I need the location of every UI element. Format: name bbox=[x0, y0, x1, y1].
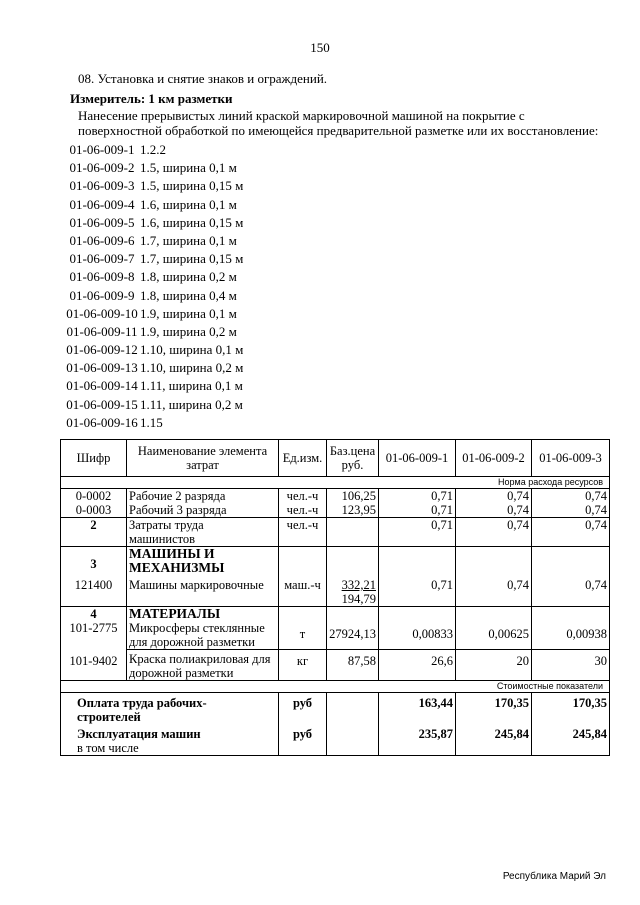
row-name-line: Краска полиакриловая для bbox=[129, 652, 271, 666]
item-text: 1.5, ширина 0,1 м bbox=[140, 160, 237, 176]
total-name bbox=[61, 693, 279, 725]
row-code: 121400 bbox=[61, 575, 127, 607]
row-value: 0,74 bbox=[532, 575, 610, 607]
code-list-item bbox=[64, 177, 243, 195]
item-code: 01-06-009-9 bbox=[69, 287, 135, 303]
row-value: 0,71 bbox=[379, 518, 456, 547]
code-list-item bbox=[64, 214, 243, 232]
row-name bbox=[127, 518, 279, 547]
table-row bbox=[61, 518, 610, 547]
description-line: Нанесение прерывистых линий краской маркировочной машиной на покрытие с bbox=[78, 108, 525, 123]
header-col2: 01-06-009-2 bbox=[456, 440, 532, 477]
row-name-line: Микросферы стеклянные bbox=[129, 621, 265, 635]
description-line: поверхностной обработкой по имеющейся предварительной разметке или их восстановление: bbox=[78, 123, 599, 138]
table-row bbox=[61, 489, 610, 504]
empty-cell bbox=[327, 724, 379, 756]
code-list-item bbox=[64, 287, 243, 305]
item-code: 01-06-009-10 bbox=[66, 305, 138, 321]
item-code: 01-06-009-6 bbox=[69, 232, 135, 248]
header-price: Баз.цена руб. bbox=[327, 440, 379, 477]
total-value: 170,35 bbox=[456, 693, 532, 725]
row-value: 26,6 bbox=[379, 650, 456, 681]
row-value: 0,00938 bbox=[532, 621, 610, 650]
header-unit: Ед.изм. bbox=[279, 440, 327, 477]
row-unit: т bbox=[279, 621, 327, 650]
item-code: 01-06-009-3 bbox=[69, 178, 135, 194]
table-row bbox=[61, 607, 610, 622]
empty-cell bbox=[327, 547, 379, 576]
row-name: Рабочий 3 разряда bbox=[127, 503, 279, 518]
header-code: Шифр bbox=[61, 440, 127, 477]
total-name-line: Эксплуатация машин bbox=[77, 727, 201, 741]
item-text: 1.7, ширина 0,15 м bbox=[140, 251, 244, 267]
row-value: 0,74 bbox=[532, 518, 610, 547]
item-code: 01-06-009-5 bbox=[69, 214, 135, 230]
code-list-item bbox=[64, 232, 243, 250]
table-row bbox=[61, 547, 610, 576]
empty-cell bbox=[327, 693, 379, 725]
code-list-item bbox=[64, 196, 243, 214]
code-list-item bbox=[64, 250, 243, 268]
table-row bbox=[61, 621, 610, 650]
row-value: 0,71 bbox=[379, 575, 456, 607]
item-text: 1.7, ширина 0,1 м bbox=[140, 232, 237, 248]
code-list-item bbox=[64, 377, 243, 395]
total-value: 245,84 bbox=[456, 724, 532, 756]
total-unit: руб bbox=[279, 724, 327, 756]
total-name-line: в том числе bbox=[77, 741, 139, 755]
row-code: 101-2775 bbox=[61, 621, 127, 650]
empty-cell bbox=[379, 547, 456, 576]
empty-cell bbox=[279, 547, 327, 576]
row-unit: чел.-ч bbox=[279, 503, 327, 518]
empty-cell bbox=[279, 607, 327, 622]
row-value: 30 bbox=[532, 650, 610, 681]
row-name-line: для дорожной разметки bbox=[129, 635, 255, 649]
row-value: 0,74 bbox=[456, 575, 532, 607]
item-code: 01-06-009-11 bbox=[66, 323, 138, 339]
row-value: 0,74 bbox=[532, 489, 610, 504]
header-col3: 01-06-009-3 bbox=[532, 440, 610, 477]
row-value: 20 bbox=[456, 650, 532, 681]
item-text: 1.8, ширина 0,2 м bbox=[140, 269, 237, 285]
row-value: 0,00833 bbox=[379, 621, 456, 650]
row-unit: маш.-ч bbox=[279, 575, 327, 607]
cost-note: Стоимостные показатели bbox=[61, 681, 610, 693]
code-list-item bbox=[64, 414, 243, 432]
meter-title: Измеритель: 1 км разметки bbox=[70, 91, 233, 106]
row-name bbox=[127, 547, 279, 576]
row-value: 0,74 bbox=[456, 518, 532, 547]
row-code: 3 bbox=[61, 547, 127, 576]
table-row bbox=[61, 575, 610, 607]
empty-cell bbox=[456, 547, 532, 576]
item-code: 01-06-009-12 bbox=[66, 342, 138, 358]
item-text: 1.6, ширина 0,1 м bbox=[140, 196, 237, 212]
row-value: 0,00625 bbox=[456, 621, 532, 650]
row-price: 87,58 bbox=[327, 650, 379, 681]
item-code: 01-06-009-13 bbox=[66, 360, 138, 376]
code-list-item bbox=[64, 396, 243, 414]
total-value: 235,87 bbox=[379, 724, 456, 756]
empty-cell bbox=[379, 607, 456, 622]
item-code: 01-06-009-2 bbox=[69, 160, 135, 176]
row-value: 0,71 bbox=[379, 503, 456, 518]
row-value: 0,71 bbox=[379, 489, 456, 504]
row-value: 0,74 bbox=[532, 503, 610, 518]
item-code: 01-06-009-8 bbox=[69, 269, 135, 285]
footer-region: Республика Марий Эл bbox=[502, 871, 606, 882]
section-title: 08. Установка и снятие знаков и ограждений. bbox=[78, 71, 328, 86]
row-name: Рабочие 2 разряда bbox=[127, 489, 279, 504]
item-text: 1.15 bbox=[140, 414, 163, 430]
description bbox=[78, 108, 618, 138]
table-row bbox=[61, 650, 610, 681]
item-text: 1.6, ширина 0,15 м bbox=[140, 214, 244, 230]
row-name-line: МАШИНЫ И bbox=[129, 546, 215, 561]
empty-cell bbox=[327, 607, 379, 622]
row-name-line: дорожной разметки bbox=[129, 666, 234, 680]
item-text: 1.11, ширина 0,1 м bbox=[140, 378, 243, 394]
total-name bbox=[61, 724, 279, 756]
item-text: 1.9, ширина 0,1 м bbox=[140, 305, 237, 321]
total-name-line: строителей bbox=[77, 710, 141, 724]
code-list bbox=[64, 141, 243, 432]
total-unit: руб bbox=[279, 693, 327, 725]
code-list-item bbox=[64, 359, 243, 377]
item-text: 1.10, ширина 0,2 м bbox=[140, 360, 244, 376]
row-price: 106,25 bbox=[327, 489, 379, 504]
empty-cell bbox=[532, 607, 610, 622]
row-code: 101-9402 bbox=[61, 650, 127, 681]
row-code: 4 bbox=[61, 607, 127, 622]
item-text: 1.2.2 bbox=[140, 142, 166, 157]
item-code: 01-06-009-16 bbox=[66, 414, 138, 430]
code-list-item bbox=[64, 341, 243, 359]
resource-table bbox=[60, 439, 610, 756]
row-unit: чел.-ч bbox=[279, 518, 327, 547]
item-code: 01-06-009-4 bbox=[69, 196, 135, 212]
row-price-value: 332,21 bbox=[341, 578, 376, 592]
total-value: 245,84 bbox=[532, 724, 610, 756]
code-list-item bbox=[64, 268, 243, 286]
empty-cell bbox=[456, 607, 532, 622]
row-unit: чел.-ч bbox=[279, 489, 327, 504]
item-text: 1.9, ширина 0,2 м bbox=[140, 323, 237, 339]
row-name-line: МЕХАНИЗМЫ bbox=[129, 560, 225, 575]
row-code: 0-0002 bbox=[61, 489, 127, 504]
totals-row bbox=[61, 693, 610, 725]
row-name: Машины маркировочные bbox=[127, 575, 279, 607]
totals-row bbox=[61, 724, 610, 756]
total-name-line: Оплата труда рабочих- bbox=[77, 696, 207, 710]
table-header-row bbox=[61, 440, 610, 477]
norm-note: Норма расхода ресурсов bbox=[61, 477, 610, 489]
page-number: 150 bbox=[310, 40, 330, 55]
row-code: 0-0003 bbox=[61, 503, 127, 518]
header-name: Наименование элемента затрат bbox=[127, 440, 279, 477]
item-text: 1.5, ширина 0,15 м bbox=[140, 178, 244, 194]
item-text: 1.8, ширина 0,4 м bbox=[140, 287, 237, 303]
code-list-item bbox=[64, 305, 243, 323]
row-price bbox=[327, 518, 379, 547]
row-value: 0,74 bbox=[456, 503, 532, 518]
item-text: 1.10, ширина 0,1 м bbox=[140, 342, 244, 358]
row-unit: кг bbox=[279, 650, 327, 681]
header-col1: 01-06-009-1 bbox=[379, 440, 456, 477]
item-code: 01-06-009-15 bbox=[66, 396, 138, 412]
row-price: 123,95 bbox=[327, 503, 379, 518]
row-name bbox=[127, 621, 279, 650]
code-list-item bbox=[64, 141, 243, 159]
total-value: 163,44 bbox=[379, 693, 456, 725]
row-name bbox=[127, 650, 279, 681]
code-list-item bbox=[64, 323, 243, 341]
table-note-row bbox=[61, 681, 610, 693]
row-price bbox=[327, 575, 379, 607]
row-price: 27924,13 bbox=[327, 621, 379, 650]
table-note-row bbox=[61, 477, 610, 489]
row-name: МАТЕРИАЛЫ bbox=[127, 607, 279, 622]
row-name-line: машинистов bbox=[129, 532, 196, 546]
table-row bbox=[61, 503, 610, 518]
row-price-value: 194,79 bbox=[341, 592, 376, 606]
row-code: 2 bbox=[61, 518, 127, 547]
row-value: 0,74 bbox=[456, 489, 532, 504]
row-name-line: Затраты труда bbox=[129, 518, 204, 532]
item-text: 1.11, ширина 0,2 м bbox=[140, 396, 243, 412]
code-list-item bbox=[64, 159, 243, 177]
total-value: 170,35 bbox=[532, 693, 610, 725]
item-code: 01-06-009-7 bbox=[69, 251, 135, 267]
item-code: 01-06-009-14 bbox=[66, 378, 138, 394]
item-code: 01-06-009-1 bbox=[69, 142, 135, 157]
empty-cell bbox=[532, 547, 610, 576]
